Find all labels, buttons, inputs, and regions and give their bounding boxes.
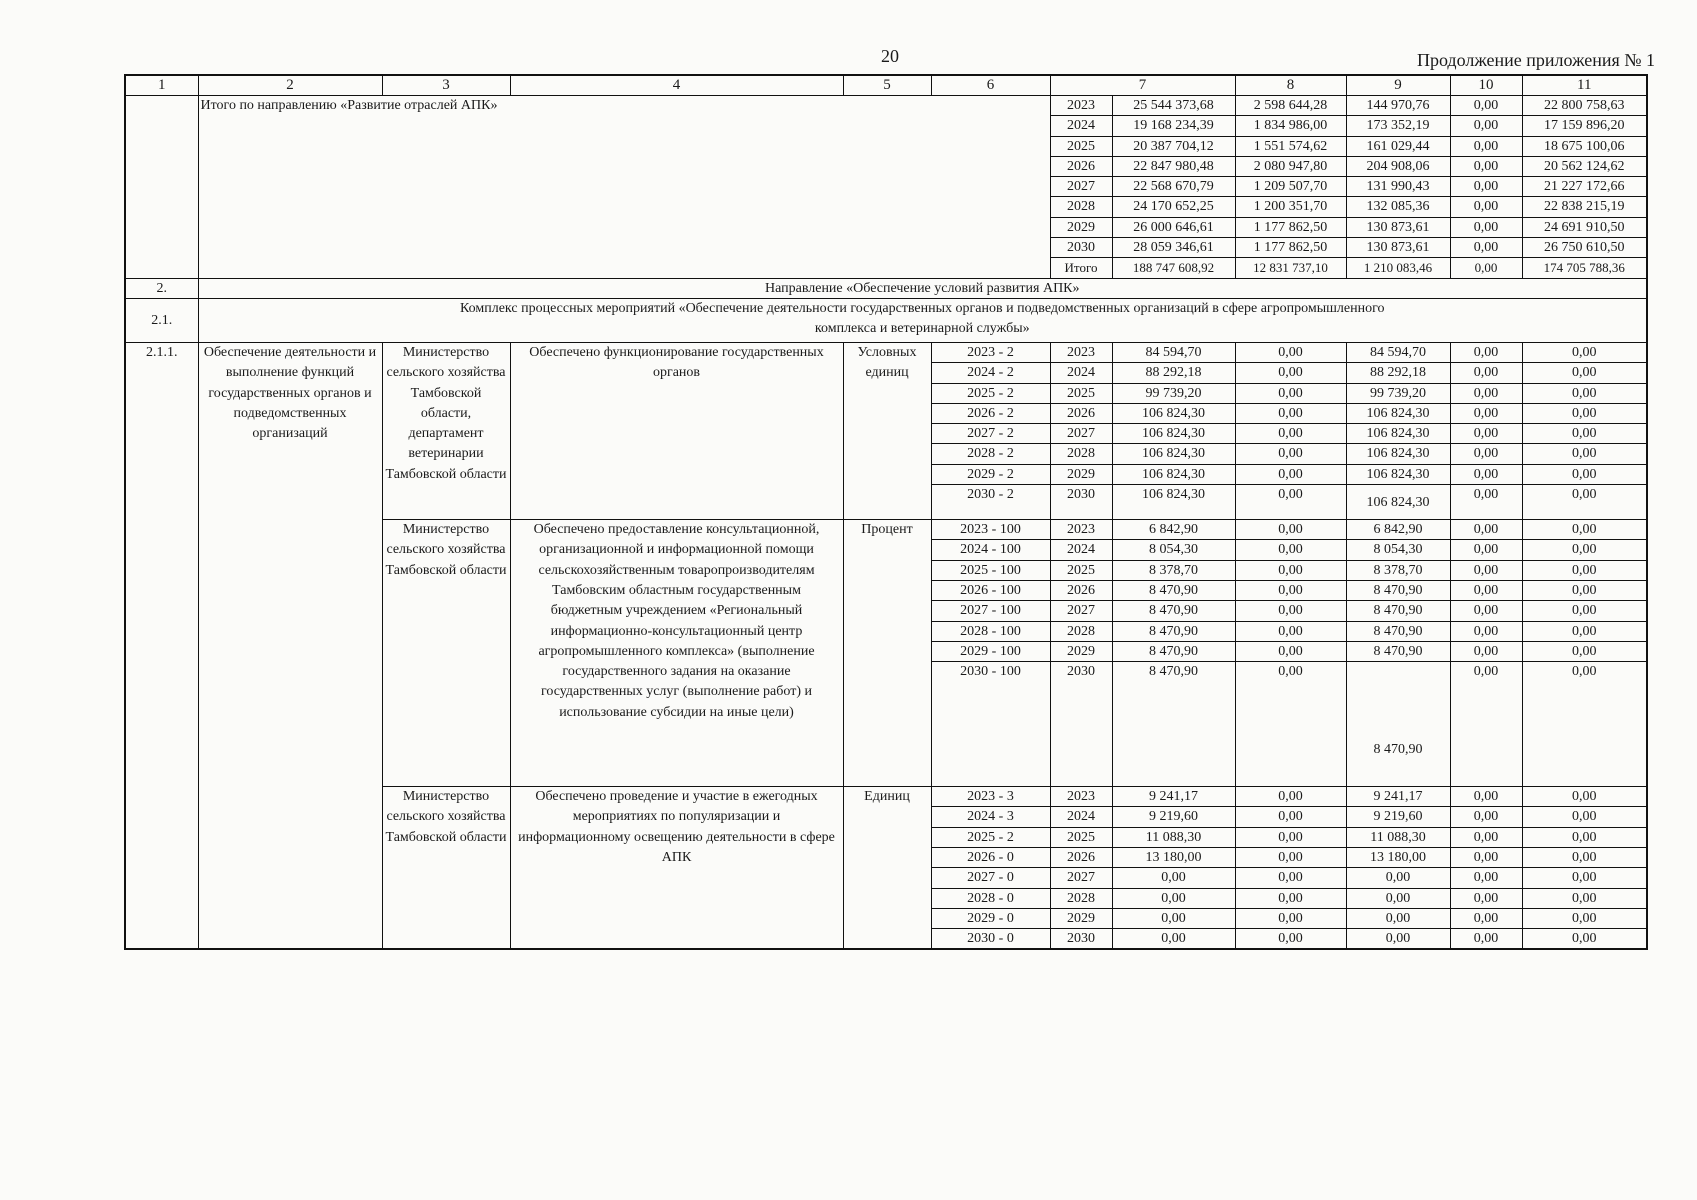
value-col11: 0,00 bbox=[1522, 787, 1647, 807]
value-col9: 106 824,30 bbox=[1346, 403, 1450, 423]
value-col10: 0,00 bbox=[1450, 383, 1522, 403]
header-col-7: 7 bbox=[1050, 75, 1235, 96]
value-col10: 0,00 bbox=[1450, 540, 1522, 560]
value-col11: 0,00 bbox=[1522, 662, 1647, 787]
target-cell: 2028 - 2 bbox=[931, 444, 1050, 464]
value-col8: 0,00 bbox=[1235, 641, 1346, 661]
value-col10: 0,00 bbox=[1450, 908, 1522, 928]
value-col9: 173 352,19 bbox=[1346, 116, 1450, 136]
value-col7: 8 054,30 bbox=[1112, 540, 1235, 560]
result-cell: Обеспечено предоставление консультационной, организационной и информационной помощи сельскохозяйственным товаропроизводителям Тамбовским областным государственным бюджетным учреждением «Региональный информационно-консультационный центр агропромышленного комплекса» (выполнение государственного задания на оказание государственных услуг (выполнение работ) и использование субсидии на иные цели) bbox=[510, 520, 843, 787]
value-col7: 8 470,90 bbox=[1112, 580, 1235, 600]
year-cell: 2024 bbox=[1050, 807, 1112, 827]
value-col10: 0,00 bbox=[1450, 929, 1522, 950]
value-col9: 106 824,30 bbox=[1346, 424, 1450, 444]
executor-cell: Министерство сельского хозяйства Тамбовской области bbox=[382, 520, 510, 787]
value-col10: 0,00 bbox=[1450, 601, 1522, 621]
value-col7: 9 241,17 bbox=[1112, 787, 1235, 807]
result-cell: Обеспечено функционирование государственных органов bbox=[510, 342, 843, 519]
value-col11: 0,00 bbox=[1522, 342, 1647, 362]
target-cell: 2028 - 0 bbox=[931, 888, 1050, 908]
year-cell: 2029 bbox=[1050, 908, 1112, 928]
year-cell: 2026 bbox=[1050, 403, 1112, 423]
value-col9: 13 180,00 bbox=[1346, 848, 1450, 868]
year-cell: 2030 bbox=[1050, 662, 1112, 787]
target-cell: 2024 - 3 bbox=[931, 807, 1050, 827]
target-cell: 2027 - 0 bbox=[931, 868, 1050, 888]
value-col7: 25 544 373,68 bbox=[1112, 96, 1235, 116]
year-cell: 2027 bbox=[1050, 177, 1112, 197]
value-col9: 99 739,20 bbox=[1346, 383, 1450, 403]
value-col7: 8 470,90 bbox=[1112, 621, 1235, 641]
value-col11: 0,00 bbox=[1522, 403, 1647, 423]
target-cell: 2024 - 100 bbox=[931, 540, 1050, 560]
value-col10: 0,00 bbox=[1450, 827, 1522, 847]
value-col7: 22 568 670,79 bbox=[1112, 177, 1235, 197]
program-table bbox=[124, 74, 1648, 950]
value-col8: 0,00 bbox=[1235, 601, 1346, 621]
value-col7: 6 842,90 bbox=[1112, 520, 1235, 540]
value-col7: 0,00 bbox=[1112, 888, 1235, 908]
value-col10: 0,00 bbox=[1450, 560, 1522, 580]
value-col7: 20 387 704,12 bbox=[1112, 136, 1235, 156]
subsection-number: 2.1. bbox=[125, 298, 198, 342]
value-col9: 8 470,90 bbox=[1346, 621, 1450, 641]
year-cell: 2024 bbox=[1050, 116, 1112, 136]
value-col11: 17 159 896,20 bbox=[1522, 116, 1647, 136]
year-cell: 2026 bbox=[1050, 580, 1112, 600]
unit-cell: Процент bbox=[843, 520, 931, 787]
value-col8: 2 598 644,28 bbox=[1235, 96, 1346, 116]
value-col11: 24 691 910,50 bbox=[1522, 217, 1647, 237]
value-col11: 0,00 bbox=[1522, 888, 1647, 908]
value-col9: 106 824,30 bbox=[1346, 444, 1450, 464]
value-col9: 11 088,30 bbox=[1346, 827, 1450, 847]
value-col8: 0,00 bbox=[1235, 787, 1346, 807]
value-col10: 0,00 bbox=[1450, 136, 1522, 156]
value-col7: 8 470,90 bbox=[1112, 662, 1235, 787]
header-col-5: 5 bbox=[843, 75, 931, 96]
value-col9: 161 029,44 bbox=[1346, 136, 1450, 156]
header-col-6: 6 bbox=[931, 75, 1050, 96]
value-col10: 0,00 bbox=[1450, 662, 1522, 787]
target-cell: 2030 - 0 bbox=[931, 929, 1050, 950]
executor-cell: Министерство сельского хозяйства Тамбовской области, департамент ветеринарии Тамбовской области bbox=[382, 342, 510, 519]
header-col-10: 10 bbox=[1450, 75, 1522, 96]
value-col8: 1 834 986,00 bbox=[1235, 116, 1346, 136]
value-col7: 28 059 346,61 bbox=[1112, 238, 1235, 258]
target-cell: 2029 - 2 bbox=[931, 464, 1050, 484]
year-cell: 2023 bbox=[1050, 787, 1112, 807]
value-col10: 0,00 bbox=[1450, 156, 1522, 176]
value-col9: 6 842,90 bbox=[1346, 520, 1450, 540]
header-col-1: 1 bbox=[125, 75, 198, 96]
year-cell: 2023 bbox=[1050, 520, 1112, 540]
value-col10: 0,00 bbox=[1450, 96, 1522, 116]
value-col11: 0,00 bbox=[1522, 868, 1647, 888]
value-col8: 0,00 bbox=[1235, 383, 1346, 403]
year-cell: Итого bbox=[1050, 258, 1112, 278]
year-cell: 2025 bbox=[1050, 136, 1112, 156]
value-col7: 24 170 652,25 bbox=[1112, 197, 1235, 217]
value-col11: 0,00 bbox=[1522, 848, 1647, 868]
value-col7: 106 824,30 bbox=[1112, 485, 1235, 520]
year-cell: 2027 bbox=[1050, 424, 1112, 444]
value-col9: 9 219,60 bbox=[1346, 807, 1450, 827]
value-col11: 0,00 bbox=[1522, 601, 1647, 621]
value-col8: 0,00 bbox=[1235, 485, 1346, 520]
value-col9: 0,00 bbox=[1346, 888, 1450, 908]
value-col10: 0,00 bbox=[1450, 258, 1522, 278]
section-row bbox=[125, 278, 1647, 298]
section-title: Направление «Обеспечение условий развития АПК» bbox=[198, 278, 1647, 298]
value-col8: 0,00 bbox=[1235, 363, 1346, 383]
value-col9: 8 470,90 bbox=[1346, 601, 1450, 621]
value-col11: 0,00 bbox=[1522, 464, 1647, 484]
value-col7: 99 739,20 bbox=[1112, 383, 1235, 403]
year-cell: 2030 bbox=[1050, 485, 1112, 520]
value-col9: 8 470,90 bbox=[1346, 641, 1450, 661]
value-col7: 8 378,70 bbox=[1112, 560, 1235, 580]
value-col11: 0,00 bbox=[1522, 560, 1647, 580]
target-cell: 2030 - 100 bbox=[931, 662, 1050, 787]
value-col10: 0,00 bbox=[1450, 116, 1522, 136]
year-cell: 2025 bbox=[1050, 383, 1112, 403]
item-number: 2.1.1. bbox=[125, 342, 198, 949]
year-cell: 2027 bbox=[1050, 868, 1112, 888]
value-col8: 0,00 bbox=[1235, 807, 1346, 827]
value-col9: 8 054,30 bbox=[1346, 540, 1450, 560]
value-col7: 188 747 608,92 bbox=[1112, 258, 1235, 278]
year-cell: 2024 bbox=[1050, 540, 1112, 560]
value-col9: 0,00 bbox=[1346, 908, 1450, 928]
year-cell: 2028 bbox=[1050, 444, 1112, 464]
value-col10: 0,00 bbox=[1450, 580, 1522, 600]
value-col7: 0,00 bbox=[1112, 929, 1235, 950]
target-cell: 2028 - 100 bbox=[931, 621, 1050, 641]
value-col7: 8 470,90 bbox=[1112, 601, 1235, 621]
value-col10: 0,00 bbox=[1450, 363, 1522, 383]
value-col9: 130 873,61 bbox=[1346, 217, 1450, 237]
year-cell: 2026 bbox=[1050, 848, 1112, 868]
value-col8: 0,00 bbox=[1235, 424, 1346, 444]
value-col7: 11 088,30 bbox=[1112, 827, 1235, 847]
target-cell: 2030 - 2 bbox=[931, 485, 1050, 520]
year-cell: 2028 bbox=[1050, 621, 1112, 641]
value-col9: 131 990,43 bbox=[1346, 177, 1450, 197]
value-col8: 0,00 bbox=[1235, 868, 1346, 888]
value-col8: 1 209 507,70 bbox=[1235, 177, 1346, 197]
year-cell: 2025 bbox=[1050, 560, 1112, 580]
value-col7: 8 470,90 bbox=[1112, 641, 1235, 661]
value-col8: 0,00 bbox=[1235, 662, 1346, 787]
value-col10: 0,00 bbox=[1450, 217, 1522, 237]
value-col8: 0,00 bbox=[1235, 621, 1346, 641]
value-col9: 84 594,70 bbox=[1346, 342, 1450, 362]
value-col8: 0,00 bbox=[1235, 908, 1346, 928]
value-col8: 0,00 bbox=[1235, 929, 1346, 950]
header-col-2: 2 bbox=[198, 75, 382, 96]
target-cell: 2025 - 2 bbox=[931, 827, 1050, 847]
target-cell: 2027 - 100 bbox=[931, 601, 1050, 621]
total-empty-cell bbox=[125, 96, 198, 279]
value-col8: 0,00 bbox=[1235, 342, 1346, 362]
value-col9: 106 824,30 bbox=[1346, 464, 1450, 484]
value-col8: 12 831 737,10 bbox=[1235, 258, 1346, 278]
year-cell: 2025 bbox=[1050, 827, 1112, 847]
value-col7: 19 168 234,39 bbox=[1112, 116, 1235, 136]
value-col9: 8 470,90 bbox=[1346, 580, 1450, 600]
value-col9: 106 824,30 bbox=[1346, 485, 1450, 520]
page-number: 20 bbox=[881, 46, 899, 66]
value-col9: 130 873,61 bbox=[1346, 238, 1450, 258]
value-col8: 0,00 bbox=[1235, 520, 1346, 540]
year-cell: 2027 bbox=[1050, 601, 1112, 621]
target-cell: 2029 - 0 bbox=[931, 908, 1050, 928]
value-col9: 0,00 bbox=[1346, 929, 1450, 950]
value-col9: 8 378,70 bbox=[1346, 560, 1450, 580]
value-col10: 0,00 bbox=[1450, 848, 1522, 868]
value-col7: 0,00 bbox=[1112, 868, 1235, 888]
value-col11: 174 705 788,36 bbox=[1522, 258, 1647, 278]
value-col8: 2 080 947,80 bbox=[1235, 156, 1346, 176]
target-cell: 2025 - 2 bbox=[931, 383, 1050, 403]
value-col10: 0,00 bbox=[1450, 342, 1522, 362]
appendix-continuation: Продолжение приложения № 1 bbox=[1416, 50, 1655, 70]
year-cell: 2029 bbox=[1050, 217, 1112, 237]
value-col9: 132 085,36 bbox=[1346, 197, 1450, 217]
value-col8: 1 177 862,50 bbox=[1235, 217, 1346, 237]
value-col10: 0,00 bbox=[1450, 888, 1522, 908]
total-row bbox=[125, 96, 1647, 116]
value-col11: 0,00 bbox=[1522, 540, 1647, 560]
item-name: Обеспечение деятельности и выполнение функций государственных органов и подведомственных организаций bbox=[198, 342, 382, 949]
target-cell: 2024 - 2 bbox=[931, 363, 1050, 383]
target-cell: 2027 - 2 bbox=[931, 424, 1050, 444]
year-cell: 2023 bbox=[1050, 96, 1112, 116]
value-col11: 0,00 bbox=[1522, 908, 1647, 928]
value-col9: 88 292,18 bbox=[1346, 363, 1450, 383]
value-col10: 0,00 bbox=[1450, 621, 1522, 641]
value-col10: 0,00 bbox=[1450, 197, 1522, 217]
target-cell: 2023 - 100 bbox=[931, 520, 1050, 540]
year-cell: 2028 bbox=[1050, 197, 1112, 217]
value-col11: 22 838 215,19 bbox=[1522, 197, 1647, 217]
value-col7: 9 219,60 bbox=[1112, 807, 1235, 827]
value-col8: 0,00 bbox=[1235, 827, 1346, 847]
value-col8: 0,00 bbox=[1235, 540, 1346, 560]
value-col9: 8 470,90 bbox=[1346, 662, 1450, 787]
value-col9: 204 908,06 bbox=[1346, 156, 1450, 176]
value-col11: 26 750 610,50 bbox=[1522, 238, 1647, 258]
value-col9: 144 970,76 bbox=[1346, 96, 1450, 116]
target-cell: 2029 - 100 bbox=[931, 641, 1050, 661]
value-col11: 0,00 bbox=[1522, 444, 1647, 464]
subsection-row bbox=[125, 298, 1647, 342]
value-col11: 0,00 bbox=[1522, 363, 1647, 383]
value-col8: 0,00 bbox=[1235, 403, 1346, 423]
subsection-title: Комплекс процессных мероприятий «Обеспечение деятельности государственных органов и подведомственных организаций в сфере агропромышленного комплекса и ветеринарной службы» bbox=[198, 298, 1647, 342]
value-col11: 0,00 bbox=[1522, 383, 1647, 403]
value-col11: 0,00 bbox=[1522, 580, 1647, 600]
value-col10: 0,00 bbox=[1450, 868, 1522, 888]
value-col7: 13 180,00 bbox=[1112, 848, 1235, 868]
value-col7: 22 847 980,48 bbox=[1112, 156, 1235, 176]
value-col11: 0,00 bbox=[1522, 807, 1647, 827]
section-number: 2. bbox=[125, 278, 198, 298]
value-col10: 0,00 bbox=[1450, 403, 1522, 423]
value-col7: 84 594,70 bbox=[1112, 342, 1235, 362]
header-col-4: 4 bbox=[510, 75, 843, 96]
year-cell: 2030 bbox=[1050, 238, 1112, 258]
value-col10: 0,00 bbox=[1450, 444, 1522, 464]
result-cell: Обеспечено проведение и участие в ежегодных мероприятиях по популяризации и информационному освещению деятельности в сфере АПК bbox=[510, 787, 843, 950]
value-col7: 88 292,18 bbox=[1112, 363, 1235, 383]
value-col11: 0,00 bbox=[1522, 641, 1647, 661]
value-col11: 0,00 bbox=[1522, 520, 1647, 540]
year-cell: 2028 bbox=[1050, 888, 1112, 908]
value-col8: 0,00 bbox=[1235, 888, 1346, 908]
year-cell: 2030 bbox=[1050, 929, 1112, 950]
target-cell: 2025 - 100 bbox=[931, 560, 1050, 580]
value-col10: 0,00 bbox=[1450, 177, 1522, 197]
value-col7: 106 824,30 bbox=[1112, 424, 1235, 444]
value-col8: 1 177 862,50 bbox=[1235, 238, 1346, 258]
value-col8: 1 551 574,62 bbox=[1235, 136, 1346, 156]
value-col8: 0,00 bbox=[1235, 444, 1346, 464]
value-col9: 0,00 bbox=[1346, 868, 1450, 888]
year-cell: 2026 bbox=[1050, 156, 1112, 176]
value-col10: 0,00 bbox=[1450, 641, 1522, 661]
value-col8: 0,00 bbox=[1235, 848, 1346, 868]
year-cell: 2029 bbox=[1050, 641, 1112, 661]
header-col-11: 11 bbox=[1522, 75, 1647, 96]
target-cell: 2026 - 100 bbox=[931, 580, 1050, 600]
value-col11: 21 227 172,66 bbox=[1522, 177, 1647, 197]
executor-cell: Министерство сельского хозяйства Тамбовской области bbox=[382, 787, 510, 950]
value-col10: 0,00 bbox=[1450, 464, 1522, 484]
value-col9: 9 241,17 bbox=[1346, 787, 1450, 807]
unit-cell: Условных единиц bbox=[843, 342, 931, 519]
header-row bbox=[125, 75, 1647, 96]
value-col10: 0,00 bbox=[1450, 787, 1522, 807]
header-col-3: 3 bbox=[382, 75, 510, 96]
value-col11: 0,00 bbox=[1522, 929, 1647, 950]
value-col7: 106 824,30 bbox=[1112, 464, 1235, 484]
year-cell: 2023 bbox=[1050, 342, 1112, 362]
value-col11: 0,00 bbox=[1522, 621, 1647, 641]
value-col8: 1 200 351,70 bbox=[1235, 197, 1346, 217]
year-cell: 2024 bbox=[1050, 363, 1112, 383]
header-col-9: 9 bbox=[1346, 75, 1450, 96]
total-label: Итого по направлению «Развитие отраслей АПК» bbox=[198, 96, 1050, 279]
value-col10: 0,00 bbox=[1450, 485, 1522, 520]
value-col7: 26 000 646,61 bbox=[1112, 217, 1235, 237]
value-col8: 0,00 bbox=[1235, 580, 1346, 600]
value-col9: 1 210 083,46 bbox=[1346, 258, 1450, 278]
value-col10: 0,00 bbox=[1450, 807, 1522, 827]
header-col-8: 8 bbox=[1235, 75, 1346, 96]
year-cell: 2029 bbox=[1050, 464, 1112, 484]
value-col8: 0,00 bbox=[1235, 560, 1346, 580]
value-col11: 0,00 bbox=[1522, 827, 1647, 847]
value-col11: 0,00 bbox=[1522, 424, 1647, 444]
value-col7: 106 824,30 bbox=[1112, 403, 1235, 423]
item-row bbox=[125, 342, 1647, 362]
value-col11: 0,00 bbox=[1522, 485, 1647, 520]
target-cell: 2023 - 3 bbox=[931, 787, 1050, 807]
target-cell: 2026 - 2 bbox=[931, 403, 1050, 423]
value-col7: 106 824,30 bbox=[1112, 444, 1235, 464]
value-col10: 0,00 bbox=[1450, 238, 1522, 258]
target-cell: 2026 - 0 bbox=[931, 848, 1050, 868]
value-col11: 22 800 758,63 bbox=[1522, 96, 1647, 116]
value-col10: 0,00 bbox=[1450, 424, 1522, 444]
value-col10: 0,00 bbox=[1450, 520, 1522, 540]
value-col11: 20 562 124,62 bbox=[1522, 156, 1647, 176]
unit-cell: Единиц bbox=[843, 787, 931, 950]
value-col11: 18 675 100,06 bbox=[1522, 136, 1647, 156]
value-col8: 0,00 bbox=[1235, 464, 1346, 484]
value-col7: 0,00 bbox=[1112, 908, 1235, 928]
target-cell: 2023 - 2 bbox=[931, 342, 1050, 362]
